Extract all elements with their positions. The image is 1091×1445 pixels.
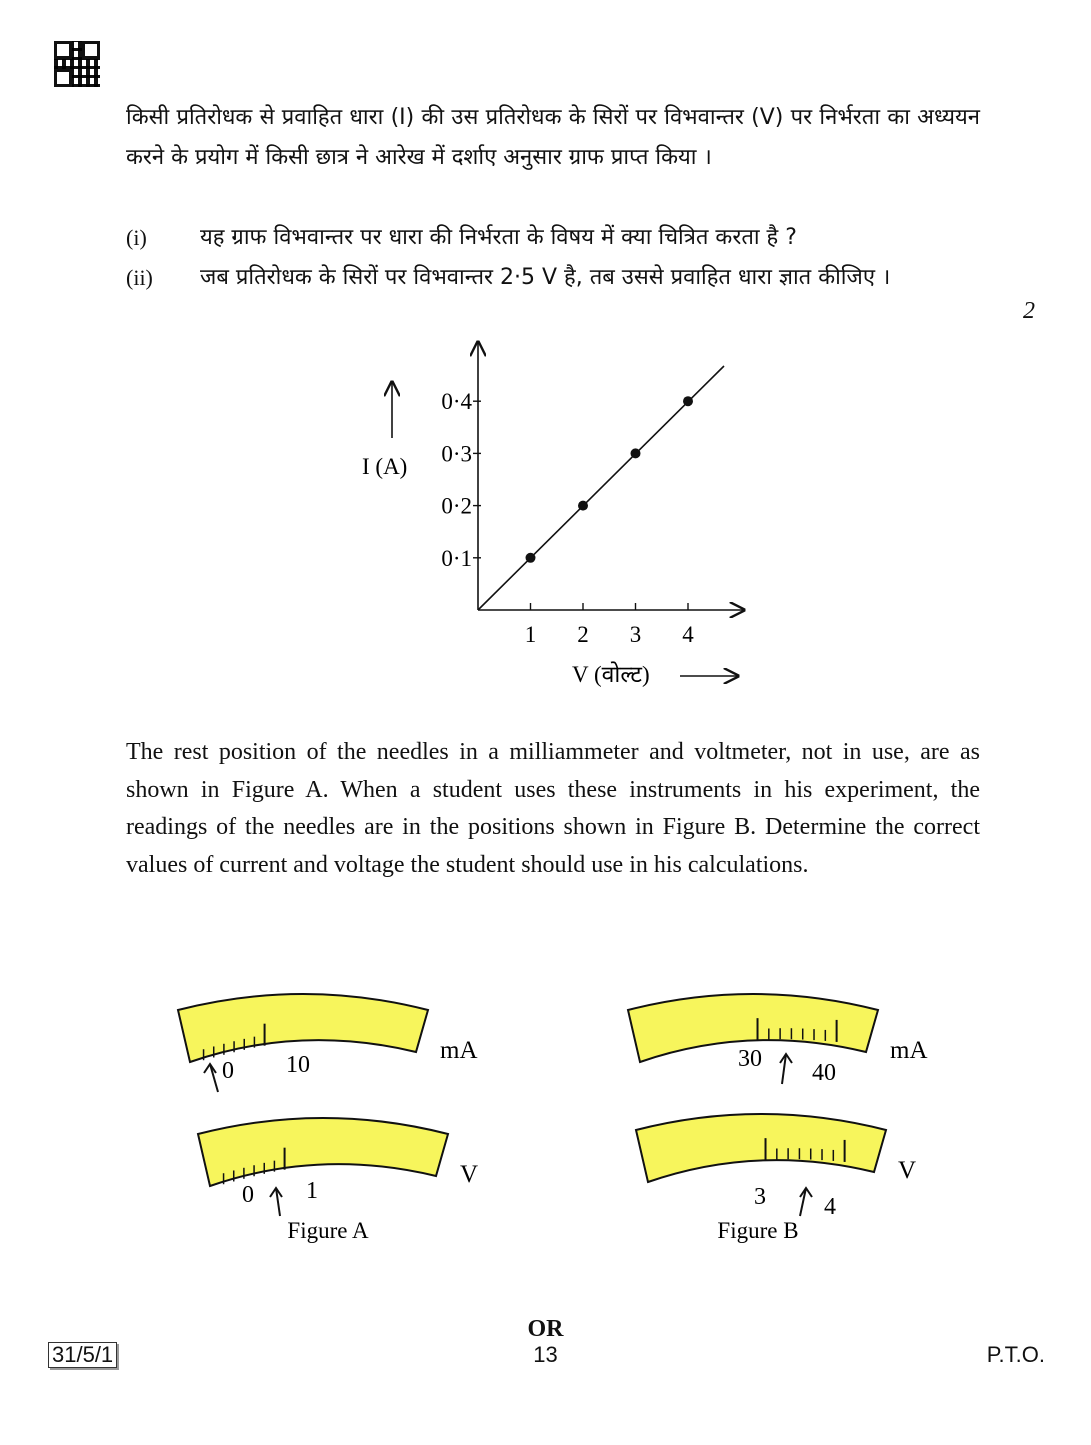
item-number: (ii) <box>126 265 153 290</box>
y-tick-label: 0·3 <box>441 441 472 467</box>
or-separator: OR <box>527 1316 564 1342</box>
data-point <box>631 448 641 458</box>
caption-figure-a: Figure A <box>287 1218 369 1243</box>
scale-label-low: 0 <box>242 1182 254 1208</box>
qr-code <box>54 41 100 87</box>
caption-figure-b: Figure B <box>717 1218 799 1243</box>
please-turn-over: P.T.O. <box>986 1342 1045 1367</box>
scale-label-low: 30 <box>738 1046 762 1072</box>
item-text: यह ग्राफ विभवान्तर पर धारा की निर्भरता के विषय में क्या चित्रित करता है ? <box>200 225 797 250</box>
marks: 2 <box>1023 298 1035 324</box>
scale-label-low: 0 <box>222 1058 234 1084</box>
x-tick-label: 2 <box>577 622 589 647</box>
unit-label: mA <box>890 1037 928 1064</box>
question-item-i <box>126 218 980 258</box>
unit-label: V <box>898 1157 917 1184</box>
x-axis-label: V (वोल्ट) <box>572 662 650 687</box>
item-text: जब प्रतिरोधक के सिरों पर विभवान्तर 2·5 V है, तब उससे प्रवाहित धारा ज्ञात कीजिए । <box>200 265 891 290</box>
unit-label: V <box>460 1161 479 1188</box>
scale-label-high: 10 <box>286 1052 310 1078</box>
question-paper-code: 31/5/1 <box>48 1342 117 1368</box>
x-tick-label: 3 <box>629 622 642 647</box>
scale-label-high: 1 <box>306 1178 318 1204</box>
unit-label: mA <box>440 1037 478 1064</box>
hindi-question-paragraph: किसी प्रतिरोधक से प्रवाहित धारा (I) की उस प्रतिरोधक के सिरों पर विभवान्तर (V) पर निर्भरता का अध्ययन करने के प्रयोग में किसी छात्र ने आरेख में दर्शाए अनुसार ग्राफ प्राप्त किया । <box>126 105 980 170</box>
scale-label-low: 3 <box>754 1184 766 1210</box>
scale-label-high: 4 <box>824 1194 836 1220</box>
figure-b-voltmeter <box>636 1114 916 1220</box>
page-number: 13 <box>533 1342 558 1367</box>
data-point <box>578 501 588 511</box>
scale-label-high: 40 <box>812 1060 836 1086</box>
x-tick-label: 1 <box>524 622 537 647</box>
data-point <box>526 553 536 563</box>
y-tick-label: 0·4 <box>441 389 472 415</box>
figure-a-voltmeter <box>198 1118 478 1216</box>
question-item-ii <box>126 258 980 338</box>
meter-dial <box>636 1114 886 1182</box>
y-tick-label: 0·2 <box>441 493 472 519</box>
figure-b-milliammeter <box>628 994 928 1086</box>
needle-tip <box>204 1064 216 1073</box>
current-voltage-graph <box>340 330 760 700</box>
meter-dial <box>198 1118 448 1186</box>
x-tick-label: 4 <box>682 622 694 647</box>
data-point <box>683 396 693 406</box>
y-tick-label: 0·1 <box>441 545 472 571</box>
item-number: (i) <box>126 225 147 250</box>
figure-a-milliammeter <box>178 994 478 1092</box>
english-question-paragraph: The rest position of the needles in a milliammeter and voltmeter, not in use, are as shown in Figure A. When a student uses these instruments in his experiment, the readings of the needles are in the positions shown in Figure B. Determine the correct values of current and voltage the student should use in his calculations. <box>126 739 980 878</box>
meter-figures <box>170 970 1050 1250</box>
y-axis-label: I (A) <box>362 454 408 479</box>
